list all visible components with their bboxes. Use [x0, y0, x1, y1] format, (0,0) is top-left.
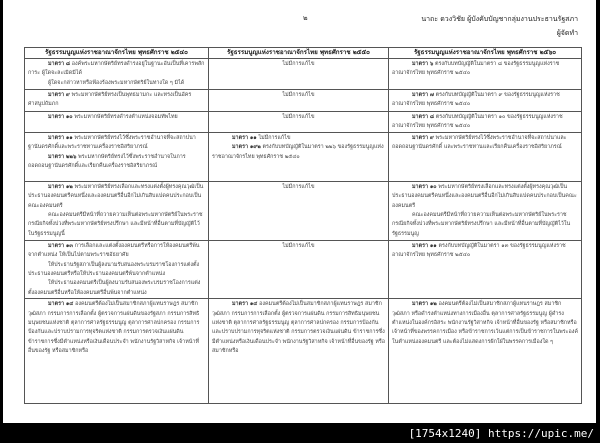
article-text: ตรงกับบทบัญญัติในมาตรา ๒๒๖ ของรัฐธรรมนูญแห่งราชอาณาจักรไทย พุทธศักราช ๒๕๔๐: [212, 144, 384, 160]
article-number: มาตรา ๘: [48, 61, 71, 67]
article-number: มาตรา ๑๙๒: [232, 144, 261, 151]
table-cell-2550: [209, 90, 389, 112]
article-text: ไม่มีการแก้ไข: [282, 242, 315, 249]
table-cell-2560: [389, 181, 582, 240]
table-cell-2560: [389, 59, 582, 90]
article-text: ไม่มีการแก้ไข: [282, 92, 315, 98]
cell-paragraph: [212, 60, 385, 69]
cell-paragraph: [28, 153, 205, 172]
comparison-table: [24, 47, 582, 404]
article-text: ไม่มีการแก้ไข: [282, 61, 315, 67]
table-cell-2560: [389, 90, 582, 112]
article-text: พระมหากษัตริย์ทรงเลือกและทรงแต่งตั้งผู้ทรงคุณวุฒิเป็นประธานองคมนตรีคนหนึ่งและองคมนตรีอื่นอีกไม่เกินสิบแปดคนประกอบเป็นคณะองคมนตรี: [28, 183, 204, 209]
table-cell-2560: [389, 132, 582, 181]
article-text: พระมหากษัตริย์ทรงดำรงตำแหน่งจอมทัพไทย: [74, 114, 178, 120]
author-role: ผู้จัดทำ: [556, 29, 578, 37]
cell-paragraph: [212, 300, 385, 356]
cell-paragraph: [212, 134, 385, 143]
cell-paragraph: [392, 242, 578, 261]
article-text: พระมหากษัตริย์ทรงเลือกและทรงแต่งตั้งผู้ทรงคุณวุฒิเป็นประธานองคมนตรีคนหนึ่งและองคมนตรีอื่นอีกไม่เกินสิบแปดคนประกอบเป็นคณะองคมนตรี: [392, 183, 577, 209]
article-number: มาตรา ๑๒: [412, 301, 437, 308]
article-text: คณะองคมนตรีมีหน้าที่ถวายความเห็นต่อพระมหากษัตริย์ในพระราชกรณียกิจทั้งปวงที่พระมหากษัตริย์ทรงปรึกษา และมีหน้าที่อื่นตามที่บัญญัติไว้ในรัฐธรรมนูญนี้: [28, 212, 203, 237]
article-number: มาตรา ๑๔: [48, 301, 74, 308]
table-cell-2540: [25, 240, 209, 298]
cell-paragraph: [212, 143, 385, 162]
table-cell-2560: [389, 240, 582, 298]
article-text: พระมหากษัตริย์ทรงไว้ซึ่งพระราชอำนาจที่จะสถาปนาฐานันดรศักดิ์และพระราชทานเครื่องราชอิสริยาภรณ์: [28, 134, 196, 151]
article-text: ไม่มีการแก้ไข: [282, 183, 315, 190]
article-number: มาตรา ๑๓: [48, 242, 73, 249]
article-number: มาตรา ๑๔: [232, 301, 258, 308]
cell-paragraph: [392, 183, 578, 211]
author-name: นาถะ ดวงวิชัย ผู้บังคับบัญชากลุ่มงานประธานรัฐสภา: [421, 15, 578, 23]
table-cell-2550: [209, 132, 389, 181]
table-cell-2550: [209, 240, 389, 298]
article-number: มาตรา ๑๑: [232, 134, 257, 141]
table-cell-2540: [25, 90, 209, 112]
article-text: ให้ประธานองคมนตรีเป็นผู้ลงนามรับสนองพระบรมราชโองการแต่งตั้งองคมนตรีอื่นหรือให้องคมนตรีอื่นพ้นจากตำแหน่ง: [28, 280, 201, 296]
article-text: ตรงกับบทบัญญัติในมาตรา ๘ ของรัฐธรรมนูญแห่งราชอาณาจักรไทย พุทธศักราช ๒๕๔๐: [392, 61, 560, 77]
table-header-row: [25, 48, 582, 59]
cell-paragraph: [28, 91, 205, 110]
article-text: องคมนตรีต้องไม่เป็นสมาชิกสภาผู้แทนราษฎร สมาชิกวุฒิสภา กรรมการการเลือกตั้ง ผู้ตรวจการแผ่นดิน กรรมการสิทธิมนุษยชนแห่งชาติ ตุลาการศาลรัฐธรรมนูญ ตุลาการศาลปกครอง กรรมการป้องกันและปราบปรามการทุจริตแห่งชาติ กรรมการตรวจเงินแผ่นดิน ข้าราชการซึ่งมีตำแหน่งหรือเงินเดือนประจำ พนักงานรัฐวิสาหกิจ เจ้าหน้าที่อื่นของรัฐ หรือสมาชิกหรือ: [212, 301, 385, 355]
article-number: มาตรา ๑๑: [412, 242, 437, 249]
cell-paragraph: [28, 279, 205, 298]
article-text: องค์พระมหากษัตริย์ทรงดำรงอยู่ในฐานะอันเป็นที่เคารพสักการะ ผู้ใดจะละเมิดมิได้: [28, 61, 205, 77]
article-text: พระมหากษัตริย์ทรงเป็นพุทธมามกะ และทรงเป็นอัครศาสนูปถัมภก: [28, 92, 192, 108]
article-text: ไม่มีการแก้ไข: [258, 134, 291, 141]
table-cell-2540: [25, 299, 209, 404]
article-text: ผู้ใดจะกล่าวหาหรือฟ้องร้องพระมหากษัตริย์ในทางใด ๆ มิได้: [48, 79, 185, 86]
article-text: การเลือกและแต่งตั้งองคมนตรีหรือการให้องคมนตรีพ้นจากตำแหน่ง ให้เป็นไปตามพระราชอัธยาศัย: [28, 242, 200, 259]
article-text: พระมหากษัตริย์ทรงไว้ซึ่งพระราชอำนาจในการถอดถอนฐานันดรศักดิ์และเรียกคืนเครื่องราชอิสริยาภรณ์: [28, 153, 186, 170]
cell-paragraph: [28, 113, 205, 122]
table-cell-2540: [25, 59, 209, 90]
article-text: คณะองคมนตรีมีหน้าที่ถวายความเห็นต่อพระมหากษัตริย์ในพระราชกรณียกิจทั้งปวงที่พระมหากษัตริย์ทรงปรึกษา และมีหน้าที่อื่นตามที่บัญญัติไว้ในรัฐธรรมนูญ: [392, 212, 571, 237]
article-number: มาตรา ๑๑: [48, 134, 73, 141]
column-header-2560: รัฐธรรมนูญแห่งราชอาณาจักรไทย พุทธศักราช ๒๕๖๐: [389, 48, 582, 59]
column-header-2540: รัฐธรรมนูญแห่งราชอาณาจักรไทย พุทธศักราช ๒๕๔๐: [25, 48, 209, 59]
table-row: [25, 112, 582, 133]
article-text: องคมนตรีต้องไม่เป็นสมาชิกสภาผู้แทนราษฎร สมาชิกวุฒิสภา กรรมการการเลือกตั้ง ผู้ตรวจการแผ่นดินของรัฐสภา กรรมการสิทธิมนุษยชนแห่งชาติ ตุลาการศาลรัฐธรรมนูญ ตุลาการศาลปกครอง กรรมการป้องกันและปราบปรามการทุจริตแห่งชาติ กรรมการตรวจเงินแผ่นดิน ข้าราชการซึ่งมีตำแหน่งหรือเงินเดือนประจำ พนักงานรัฐวิสาหกิจ เจ้าหน้าที่อื่นของรัฐ หรือสมาชิกหรือ: [28, 301, 200, 355]
article-number: มาตรา ๘: [412, 114, 435, 120]
article-text: พระมหากษัตริย์ทรงไว้ซึ่งพระราชอำนาจที่จะสถาปนาและถอดถอนฐานันดรศักดิ์ และพระราชทานและเรียกคืนเครื่องราชอิสริยาภรณ์: [392, 134, 567, 151]
article-number: มาตรา ๑๐: [48, 114, 73, 120]
cell-paragraph: [392, 91, 578, 110]
table-row: [25, 299, 582, 404]
cell-paragraph: [212, 183, 385, 192]
cell-paragraph: [212, 242, 385, 251]
table-cell-2540: [25, 181, 209, 240]
table-cell-2540: [25, 132, 209, 181]
table-cell-2540: [25, 112, 209, 133]
article-number: มาตรา ๙: [412, 134, 434, 141]
cell-paragraph: [212, 113, 385, 122]
author-block: [421, 12, 578, 40]
article-number: มาตรา ๗: [412, 92, 434, 98]
article-number: มาตรา ๒๒๖: [48, 153, 77, 160]
cell-paragraph: [28, 134, 205, 153]
article-text: ตรงกับบทบัญญัติในมาตรา ๑๐ ของรัฐธรรมนูญแห่งราชอาณาจักรไทย พุทธศักราช ๒๕๔๐: [392, 114, 563, 130]
image-host-watermark: [1754x1240] https://upic.me/: [408, 427, 594, 440]
cell-paragraph: [28, 242, 205, 261]
cell-paragraph: [28, 261, 205, 280]
cell-paragraph: [392, 134, 578, 153]
table-row: [25, 132, 582, 181]
table-cell-2550: [209, 59, 389, 90]
article-number: มาตรา ๙: [48, 92, 70, 98]
cell-paragraph: [28, 79, 205, 88]
table-row: [25, 59, 582, 90]
table-cell-2560: [389, 112, 582, 133]
article-number: มาตรา ๑๒: [48, 183, 73, 190]
cell-paragraph: [392, 60, 578, 79]
article-text: ให้ประธานรัฐสภาเป็นผู้ลงนามรับสนองพระบรมราชโองการแต่งตั้งประธานองคมนตรีหรือให้ประธานองคมนตรีพ้นจากตำแหน่ง: [28, 261, 200, 278]
article-number: มาตรา ๑๐: [412, 183, 437, 190]
table-cell-2550: [209, 112, 389, 133]
article-text: ไม่มีการแก้ไข: [282, 114, 315, 120]
table-row: [25, 90, 582, 112]
cell-paragraph: [392, 113, 578, 132]
cell-paragraph: [28, 300, 205, 356]
page-number: ๒: [303, 14, 308, 22]
cell-paragraph: [28, 60, 205, 79]
cell-paragraph: [392, 300, 578, 347]
article-text: ตรงกับบทบัญญัติในมาตรา ๙ ของรัฐธรรมนูญแห่งราชอาณาจักรไทย พุทธศักราช ๒๕๔๐: [392, 92, 560, 108]
article-text: ตรงกับบทบัญญัติในมาตรา ๑๓ ของรัฐธรรมนูญแห่งราชอาณาจักรไทย พุทธศักราช ๒๕๔๐: [392, 242, 566, 259]
article-text: องคมนตรีต้องไม่เป็นสมาชิกสภาผู้แทนราษฎร สมาชิกวุฒิสภา หรือดำรงตำแหน่งทางการเมืองอื่น ตุลาการศาลรัฐธรรมนูญ ผู้ดำรงตำแหน่งในองค์กรอิสระ พนักงานรัฐวิสาหกิจ เจ้าหน้าที่อื่นของรัฐ หรือสมาชิกหรือเจ้าหน้าที่ของพรรคการเมือง หรือข้าราชการเว้นแต่การเป็นข้าราชการในพระองค์ในตำแหน่งองคมนตรี และต้องไม่แสดงการฝักใฝ่ในพรรคการเมืองใด ๆ: [392, 301, 578, 345]
cell-paragraph: [212, 91, 385, 100]
cell-paragraph: [28, 211, 205, 239]
cell-paragraph: [28, 183, 205, 211]
table-row: [25, 240, 582, 298]
table-row: [25, 181, 582, 240]
document-page: [3, 0, 596, 423]
column-header-2550: รัฐธรรมนูญแห่งราชอาณาจักรไทย พุทธศักราช ๒๕๕๐: [209, 48, 389, 59]
cell-paragraph: [392, 211, 578, 239]
article-number: มาตรา ๖: [412, 61, 434, 67]
table-cell-2550: [209, 299, 389, 404]
table-cell-2560: [389, 299, 582, 404]
table-cell-2550: [209, 181, 389, 240]
